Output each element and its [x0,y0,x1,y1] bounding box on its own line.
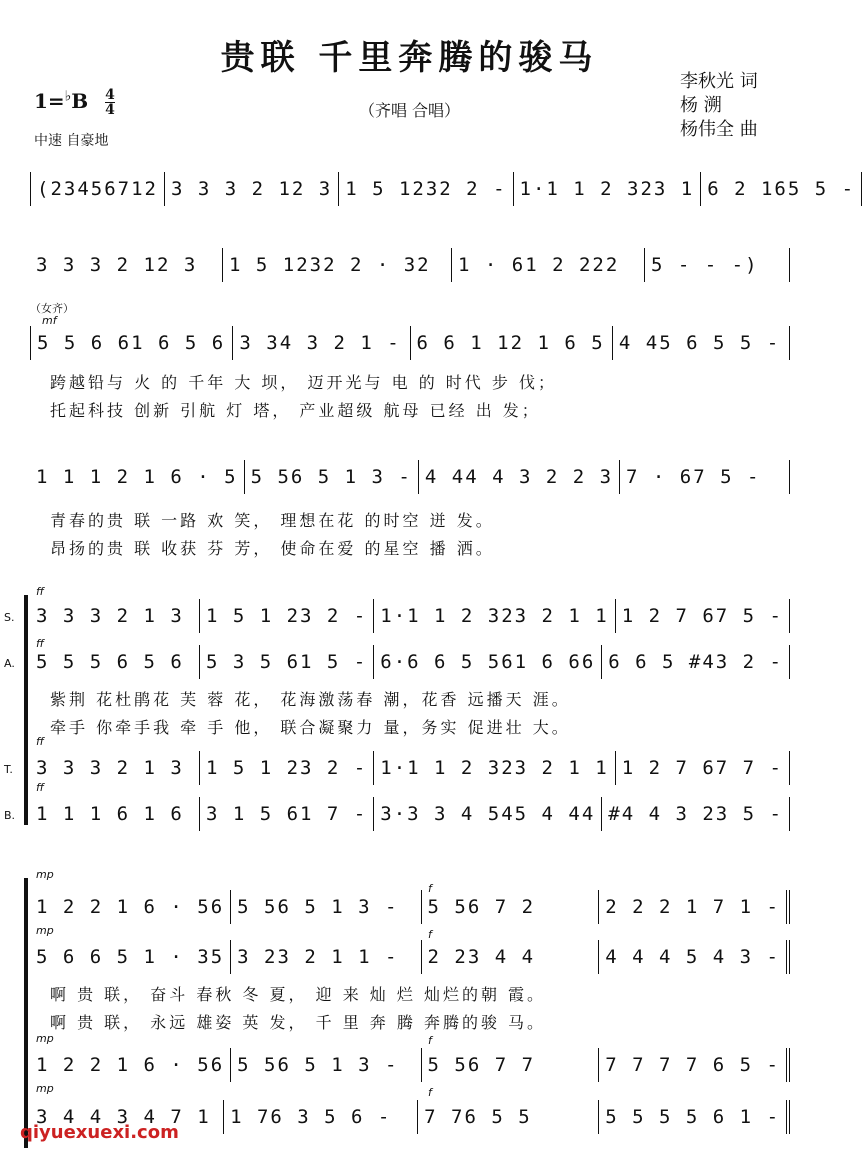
measure: (23456712 [30,172,165,206]
dynamic-mark: ff [36,781,44,794]
dynamic-mark: mp [36,868,54,881]
lyric-line: 跨越铅与 火 的 千年 大 坝， 迈开光与 电 的 时代 步 伐； [50,373,557,392]
lyric-line: 托起科技 创新 引航 灯 塔， 产业超级 航母 已经 出 发； [50,401,541,420]
system-bracket [24,878,28,1148]
measure: 1·1 1 2 323 2 1 1 [374,751,615,785]
measure: 5 56 5 1 3 - [231,890,421,924]
measure: 5 5 6 61 6 5 6 [30,326,233,360]
measure: 5 - - -) [645,248,790,282]
dynamic-mark: f [428,928,432,941]
song-title: 贵联 千里奔腾的骏马 [220,38,599,78]
dynamic-mark: f [428,1086,432,1099]
measure: #4 4 3 23 5 - [602,797,790,831]
lyricist: 李秋光 词 [680,71,758,92]
site-watermark: qiyuexuexi.com [20,1122,179,1143]
measure: 7 7 7 7 6 5 - [599,1048,790,1082]
measure: 5 56 7 2 [422,890,600,924]
measure: 5 3 5 61 5 - [200,645,374,679]
measure: 2 2 2 1 7 1 - [599,890,790,924]
measure: 3 1 5 61 7 - [200,797,374,831]
dynamic-mark: mp [36,1032,54,1045]
ending-system [30,868,790,1148]
dynamic-mark: ff [36,735,44,748]
performance-type: （齐唱 合唱） [358,101,461,120]
measure: 6·6 6 5 561 6 66 [374,645,602,679]
measure: 1·1 1 2 323 1 [514,172,702,206]
voice-label: （女齐） [30,302,74,315]
lyric-line: 昂扬的贵 联 收获 芬 芳， 使命在爱 的星空 播 洒。 [50,539,495,558]
verse-line-2 [30,448,790,558]
credits [680,70,758,142]
measure: 3 3 3 2 1 3 [30,599,200,633]
measure: 1 2 7 67 5 - [616,599,790,633]
measure: 1 5 1 23 2 - [200,599,374,633]
measure: 6 6 1 12 1 6 5 [411,326,613,360]
chorus-system [4,585,790,835]
lyric-line: 青春的贵 联 一路 欢 笑， 理想在花 的时空 迸 发。 [50,511,495,530]
measure: 5 56 5 1 3 - [231,1048,421,1082]
measure: 1 2 2 1 6 · 56 [30,1048,231,1082]
measure: 7 76 5 5 [418,1100,599,1134]
measure: 3 23 2 1 1 - [231,940,421,974]
measure: 4 44 4 3 2 2 3 [419,460,620,494]
composer: 杨伟全 曲 [680,119,758,140]
measure: 1 2 2 1 6 · 56 [30,890,231,924]
measure: 7 · 67 5 - [620,460,790,494]
measure: 1 5 1232 2 · 32 [223,248,452,282]
measure: 1 1 1 6 1 6 [30,797,200,831]
measure: 3 3 3 2 12 3 [165,172,339,206]
measure: 2 23 4 4 [422,940,600,974]
measure: 3 3 3 2 12 3 [30,248,223,282]
dynamic-mark: mp [36,1082,54,1095]
measure: 4 45 6 5 5 - [613,326,790,360]
measure: 6 2 165 5 - [701,172,862,206]
tempo-marking: 中速 自豪地 [34,133,109,149]
lyric-line: 紫荆 花杜鹃花 芙 蓉 花， 花海激荡春 潮，花香 远播天 涯。 [50,690,571,709]
part-label: T. [4,763,13,776]
intro-line-1 [30,172,856,212]
time-signature: $\frac{4}{4}$ [105,87,115,118]
measure: 5 56 7 7 [422,1048,600,1082]
dynamic-mark: mp [36,924,54,937]
measure: 1·1 1 2 323 2 1 1 [374,599,615,633]
measure: 3 34 3 2 1 - [233,326,410,360]
measure: 4 4 4 5 4 3 - [599,940,790,974]
measure: 5 5 5 5 6 1 - [599,1100,790,1134]
measure: 1 5 1232 2 - [339,172,513,206]
lyric-line: 牵手 你牵手我 牵 手 他， 联合凝聚力 量，务实 促进壮 大。 [50,718,571,737]
measure: 3 3 3 2 1 3 [30,751,200,785]
key-signature: 1=♭B $\frac{4}{4}$ [34,87,115,118]
measure: 6 6 5 #43 2 - [602,645,790,679]
measure: 5 6 6 5 1 · 35 [30,940,231,974]
measure: 1 1 1 2 1 6 · 5 [30,460,245,494]
co-author: 杨 溯 [680,95,722,116]
measure: 5 5 5 6 5 6 [30,645,200,679]
intro-line-2 [30,248,790,288]
measure: 5 56 5 1 3 - [245,460,419,494]
lyric-line: 啊 贵 联， 奋斗 春秋 冬 夏， 迎 来 灿 烂 灿烂的朝 霞。 [50,985,547,1004]
dynamic-mark: ff [36,585,44,598]
measure: 3 4 4 3 4 7 1 [30,1100,224,1134]
measure: 1 · 61 2 222 [452,248,645,282]
dynamic-mark: f [428,1034,432,1047]
dynamic-mark: f [428,882,432,895]
part-label: B. [4,809,16,822]
measure: 1 76 3 5 6 - [224,1100,418,1134]
system-bracket [24,595,28,825]
dynamic-mark: mf [42,314,57,327]
dynamic-mark: ff [36,637,44,650]
measure: 1 5 1 23 2 - [200,751,374,785]
verse-line-1 [30,300,790,430]
measure: 1 2 7 67 7 - [616,751,790,785]
part-label: S. [4,611,15,624]
lyric-line: 啊 贵 联， 永远 雄姿 英 发， 千 里 奔 腾 奔腾的骏 马。 [50,1013,547,1032]
measure: 3·3 3 4 545 4 44 [374,797,602,831]
part-label: A. [4,657,15,670]
